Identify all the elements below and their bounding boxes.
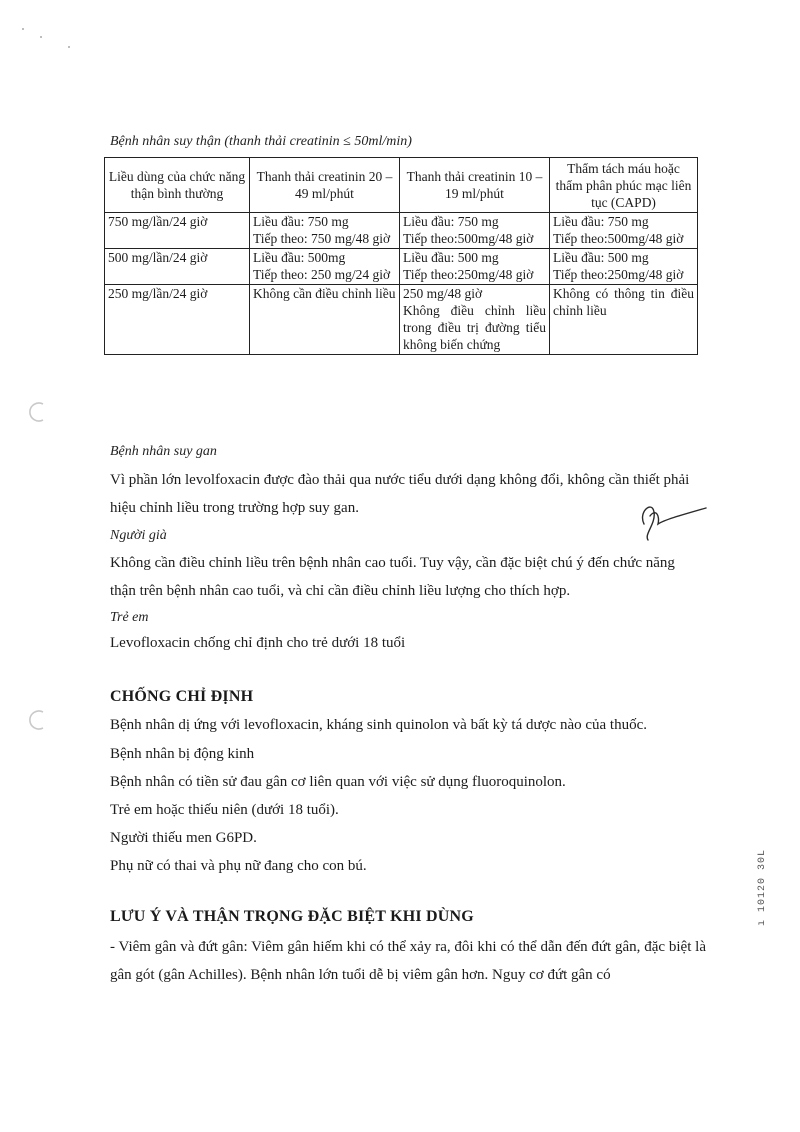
contraindication-item: Trẻ em hoặc thiếu niên (dưới 18 tuổi). (110, 802, 339, 818)
signature-mark (630, 494, 710, 542)
table-cell (550, 249, 698, 285)
cell-line: Tiếp theo: 250 mg/24 giờ (253, 267, 391, 282)
table-row (105, 213, 698, 249)
table-header-cell: Thanh thải creatinin 10 – 19 ml/phút (400, 158, 550, 213)
precautions-paragraph: - Viêm gân và đứt gân: Viêm gân hiếm khi có thể xảy ra, đôi khi có thể dẫn đến đứt gân, đặc biệt là gân gót (gân Achilles). Bệnh nhân lớn tuổi dễ bị viêm gân hơn. Nguy cơ đứt gân có (110, 939, 706, 983)
table-cell-dose: 500 mg/lần/24 giờ (105, 249, 250, 285)
children-section-title: Trẻ em (110, 610, 149, 625)
contraindication-item: Phụ nữ có thai và phụ nữ đang cho con bú. (110, 858, 367, 874)
scan-speck (68, 46, 70, 48)
scan-speck (40, 36, 42, 38)
table-header-row (105, 158, 698, 213)
elderly-section-title: Người già (110, 528, 167, 543)
punch-hole-mark (28, 401, 50, 423)
cell-line: Liều đầu: 750 mg (553, 214, 649, 229)
table-cell (250, 249, 400, 285)
cell-line: Không cần điều chỉnh liều (253, 286, 396, 301)
table-cell (250, 285, 400, 355)
hepatic-paragraph: Vì phần lớn levolfoxacin được đào thải qua nước tiểu dưới dạng không đổi, không cần thiết phải hiệu chỉnh liều trong trường hợp suy gan. (110, 472, 690, 516)
cell-line: Tiếp theo:500mg/48 giờ (553, 231, 684, 246)
renal-impairment-caption: Bệnh nhân suy thận (thanh thải creatinin ≤ 50ml/min) (110, 134, 412, 149)
side-stamp: ı 10120 30L (757, 848, 768, 926)
table-cell (550, 285, 698, 355)
punch-hole-mark (28, 709, 50, 731)
elderly-paragraph: Không cần điều chỉnh liều trên bệnh nhân cao tuổi. Tuy vậy, cần đặc biệt chú ý đến chức năng thận trên bệnh nhân cao tuổi, và chỉ cần điều chỉnh liều lượng cho thích hợp. (110, 555, 675, 599)
table-cell (400, 285, 550, 355)
cell-line: Liều đầu: 750 mg (403, 214, 499, 229)
precautions-heading: LƯU Ý VÀ THẬN TRỌNG ĐẶC BIỆT KHI DÙNG (110, 908, 474, 925)
scan-speck (22, 28, 24, 30)
cell-line: Liều đầu: 500mg (253, 250, 346, 265)
contraindication-item: Bệnh nhân dị ứng với levofloxacin, kháng sinh quinolon và bất kỳ tá dược nào của thuốc. (110, 717, 648, 733)
table-cell (550, 213, 698, 249)
table-cell-dose: 750 mg/lần/24 giờ (105, 213, 250, 249)
renal-dosage-table (104, 157, 698, 355)
cell-line: Tiếp theo:250mg/48 giờ (403, 267, 534, 282)
cell-line: 250 mg/48 giờ (403, 286, 483, 301)
cell-line: Liều đầu: 750 mg (253, 214, 349, 229)
table-header-cell: Liều dùng của chức năng thận bình thường (105, 158, 250, 213)
table-cell (250, 213, 400, 249)
contraindication-item: Người thiếu men G6PD. (110, 830, 257, 846)
contraindication-item: Bệnh nhân có tiền sử đau gân cơ liên quan với việc sử dụng fluoroquinolon. (110, 774, 566, 790)
table-row (105, 249, 698, 285)
children-paragraph: Levofloxacin chống chỉ định cho trẻ dưới 18 tuổi (110, 635, 406, 651)
table-cell (400, 249, 550, 285)
cell-line: Liều đầu: 500 mg (553, 250, 649, 265)
cell-line: Tiếp theo:500mg/48 giờ (403, 231, 534, 246)
contraindication-item: Bệnh nhân bị động kinh (110, 746, 255, 762)
table-cell (400, 213, 550, 249)
cell-line: Tiếp theo:250mg/48 giờ (553, 267, 684, 282)
contraindications-heading: CHỐNG CHỈ ĐỊNH (110, 688, 254, 705)
hepatic-section-title: Bệnh nhân suy gan (110, 444, 217, 459)
table-header-cell: Thanh thải creatinin 20 – 49 ml/phút (250, 158, 400, 213)
table-cell-dose: 250 mg/lần/24 giờ (105, 285, 250, 355)
cell-line: Không điều chỉnh liều trong điều trị đường tiểu không biến chứng (403, 303, 546, 352)
cell-line: Không có thông tin điều chỉnh liều (553, 286, 694, 318)
table-row (105, 285, 698, 355)
table-header-cell: Thẩm tách máu hoặc thẩm phân phúc mạc liên tục (CAPD) (550, 158, 698, 213)
cell-line: Liều đầu: 500 mg (403, 250, 499, 265)
cell-line: Tiếp theo: 750 mg/48 giờ (253, 231, 391, 246)
